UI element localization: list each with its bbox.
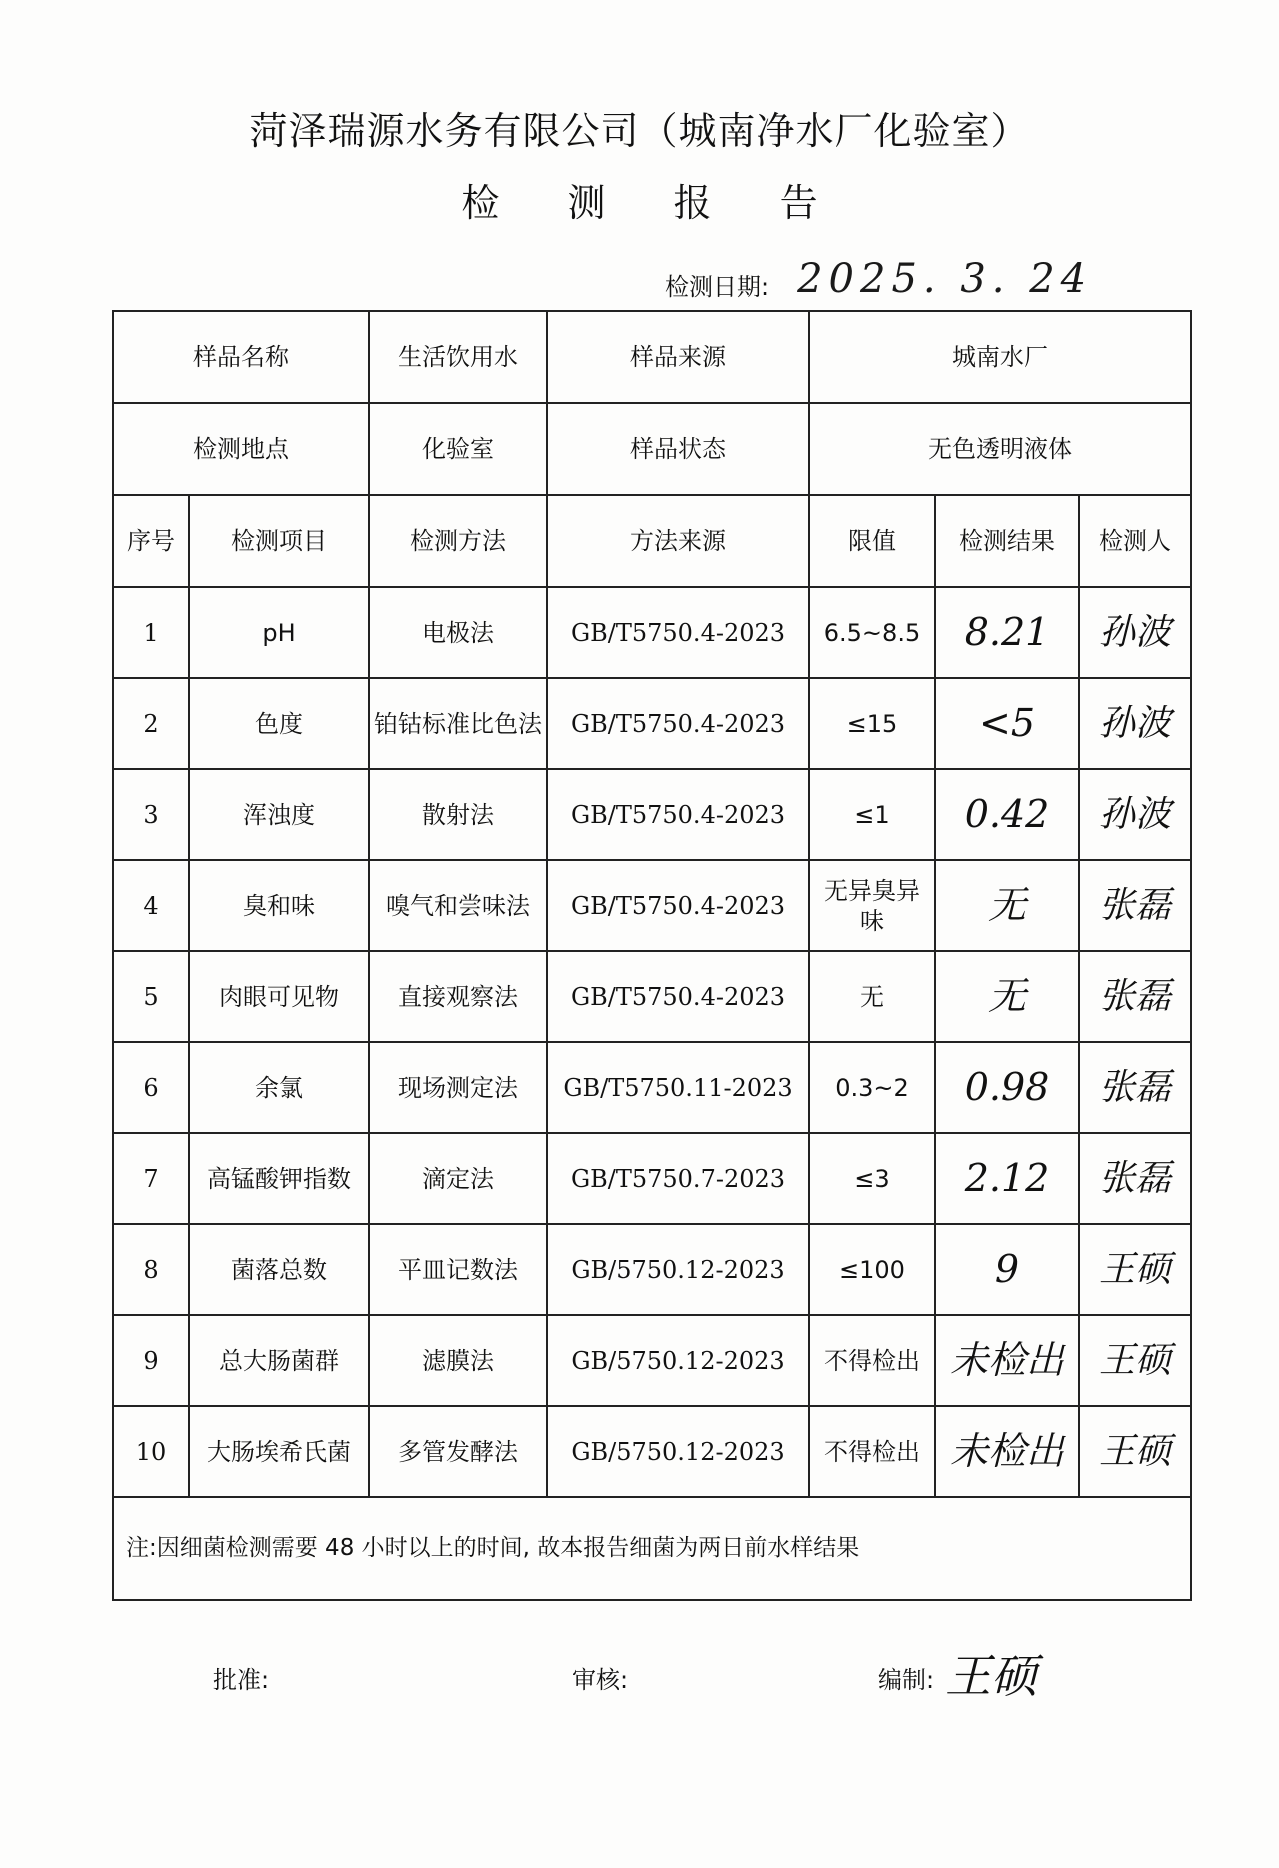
row-tester-handwritten: 孙波 (1099, 703, 1172, 744)
row-limit: 无 (809, 951, 935, 1042)
row-limit: 无异臭异味 (809, 860, 935, 951)
row-source: GB/5750.12-2023 (547, 1406, 809, 1497)
column-header-row (113, 495, 1191, 587)
row-number: 5 (113, 951, 189, 1042)
row-source: GB/T5750.11-2023 (547, 1042, 809, 1133)
row-result-handwritten: 2.12 (964, 1155, 1050, 1200)
row-source: GB/T5750.7-2023 (547, 1133, 809, 1224)
table-row (113, 860, 1191, 951)
row-method: 嗅气和尝味法 (369, 860, 547, 951)
col-header-source: 方法来源 (547, 495, 809, 587)
row-item: 总大肠菌群 (189, 1315, 369, 1406)
row-item: 色度 (189, 678, 369, 769)
row-tester (1079, 951, 1191, 1042)
row-method: 平皿记数法 (369, 1224, 547, 1315)
row-result (935, 1406, 1079, 1497)
row-tester-handwritten: 王硕 (1099, 1249, 1172, 1290)
row-result (935, 1133, 1079, 1224)
table-row (113, 1133, 1191, 1224)
row-source: GB/T5750.4-2023 (547, 769, 809, 860)
report-table (112, 310, 1192, 1601)
table-row (113, 587, 1191, 678)
row-tester-handwritten: 张磊 (1099, 1158, 1172, 1199)
col-header-method: 检测方法 (369, 495, 547, 587)
row-number: 10 (113, 1406, 189, 1497)
report-title: 检 测 报 告 (461, 181, 846, 225)
row-result (935, 1224, 1079, 1315)
row-limit: ≤15 (809, 678, 935, 769)
row-result (935, 1042, 1079, 1133)
row-result (935, 587, 1079, 678)
table-row (113, 769, 1191, 860)
row-item: 肉眼可见物 (189, 951, 369, 1042)
sample-state-label: 样品状态 (547, 403, 809, 495)
row-number: 2 (113, 678, 189, 769)
row-tester (1079, 769, 1191, 860)
row-result (935, 860, 1079, 951)
row-tester (1079, 587, 1191, 678)
row-item: 菌落总数 (189, 1224, 369, 1315)
row-method: 电极法 (369, 587, 547, 678)
row-result-handwritten: 0.42 (964, 791, 1050, 836)
row-limit: 不得检出 (809, 1315, 935, 1406)
col-header-result: 检测结果 (935, 495, 1079, 587)
row-tester (1079, 1133, 1191, 1224)
location-label: 检测地点 (113, 403, 369, 495)
row-result (935, 678, 1079, 769)
row-number: 6 (113, 1042, 189, 1133)
row-limit: 不得检出 (809, 1406, 935, 1497)
row-result-handwritten: 无 (987, 973, 1026, 1018)
row-item: 大肠埃希氏菌 (189, 1406, 369, 1497)
row-result (935, 769, 1079, 860)
row-source: GB/T5750.4-2023 (547, 678, 809, 769)
col-header-limit: 限值 (809, 495, 935, 587)
col-header-no: 序号 (113, 495, 189, 587)
row-tester (1079, 678, 1191, 769)
col-header-tester: 检测人 (1079, 495, 1191, 587)
row-result-handwritten: 未检出 (949, 1337, 1064, 1382)
row-limit: ≤1 (809, 769, 935, 860)
company-name: 菏泽瑞源水务有限公司（城南净水厂化验室） (249, 109, 1030, 153)
table-row (113, 1406, 1191, 1497)
row-item: pH (189, 587, 369, 678)
row-number: 8 (113, 1224, 189, 1315)
col-header-item: 检测项目 (189, 495, 369, 587)
date-label: 检测日期: (665, 273, 770, 301)
row-tester-handwritten: 张磊 (1099, 1067, 1172, 1108)
row-source: GB/5750.12-2023 (547, 1224, 809, 1315)
row-tester (1079, 1406, 1191, 1497)
row-limit: 6.5~8.5 (809, 587, 935, 678)
row-tester-handwritten: 孙波 (1099, 794, 1172, 835)
review-label: 审核: (572, 1666, 629, 1694)
row-result-handwritten: 未检出 (949, 1428, 1064, 1473)
row-source: GB/T5750.4-2023 (547, 587, 809, 678)
row-method: 多管发酵法 (369, 1406, 547, 1497)
table-row (113, 951, 1191, 1042)
row-tester (1079, 860, 1191, 951)
row-number: 7 (113, 1133, 189, 1224)
row-result-handwritten: 8.21 (964, 609, 1050, 654)
signature-row (0, 1640, 1279, 1703)
sample-state-value: 无色透明液体 (809, 403, 1191, 495)
sample-name-label: 样品名称 (113, 311, 369, 403)
table-row (113, 1224, 1191, 1315)
row-limit: ≤100 (809, 1224, 935, 1315)
row-number: 9 (113, 1315, 189, 1406)
compile-signature: 王硕 (945, 1649, 1037, 1703)
location-value: 化验室 (369, 403, 547, 495)
row-limit: ≤3 (809, 1133, 935, 1224)
row-result (935, 1315, 1079, 1406)
date-value: 2025. 3. 24 (797, 256, 1093, 302)
row-item: 高锰酸钾指数 (189, 1133, 369, 1224)
row-tester (1079, 1042, 1191, 1133)
row-method: 铂钴标准比色法 (369, 678, 547, 769)
row-tester-handwritten: 张磊 (1099, 885, 1172, 926)
table-row (113, 1315, 1191, 1406)
row-method: 直接观察法 (369, 951, 547, 1042)
row-source: GB/T5750.4-2023 (547, 951, 809, 1042)
sample-source-value: 城南水厂 (809, 311, 1191, 403)
note-row (113, 1497, 1191, 1600)
compile-label: 编制: (878, 1666, 935, 1694)
row-limit: 0.3~2 (809, 1042, 935, 1133)
info-row-2 (113, 403, 1191, 495)
row-method: 散射法 (369, 769, 547, 860)
row-item: 浑浊度 (189, 769, 369, 860)
note-text: 注:因细菌检测需要 48 小时以上的时间, 故本报告细菌为两日前水样结果 (113, 1497, 1191, 1600)
table-row (113, 1042, 1191, 1133)
sample-name-value: 生活饮用水 (369, 311, 547, 403)
row-number: 1 (113, 587, 189, 678)
row-method: 滴定法 (369, 1133, 547, 1224)
table-row (113, 678, 1191, 769)
row-result-handwritten: 无 (987, 882, 1026, 927)
row-tester-handwritten: 王硕 (1099, 1340, 1172, 1381)
row-result-handwritten: 0.98 (964, 1064, 1050, 1109)
row-tester-handwritten: 孙波 (1099, 612, 1172, 653)
date-row (665, 256, 1093, 302)
row-tester (1079, 1315, 1191, 1406)
row-result (935, 951, 1079, 1042)
info-row-1 (113, 311, 1191, 403)
row-tester-handwritten: 王硕 (1099, 1431, 1172, 1472)
approve-label: 批准: (213, 1666, 270, 1694)
row-result-handwritten: <5 (978, 700, 1036, 745)
row-tester (1079, 1224, 1191, 1315)
row-method: 现场测定法 (369, 1042, 547, 1133)
row-item: 臭和味 (189, 860, 369, 951)
row-result-handwritten: 9 (994, 1246, 1020, 1291)
row-tester-handwritten: 张磊 (1099, 976, 1172, 1017)
row-source: GB/T5750.4-2023 (547, 860, 809, 951)
row-number: 3 (113, 769, 189, 860)
row-method: 滤膜法 (369, 1315, 547, 1406)
row-item: 余氯 (189, 1042, 369, 1133)
sample-source-label: 样品来源 (547, 311, 809, 403)
row-number: 4 (113, 860, 189, 951)
row-source: GB/5750.12-2023 (547, 1315, 809, 1406)
